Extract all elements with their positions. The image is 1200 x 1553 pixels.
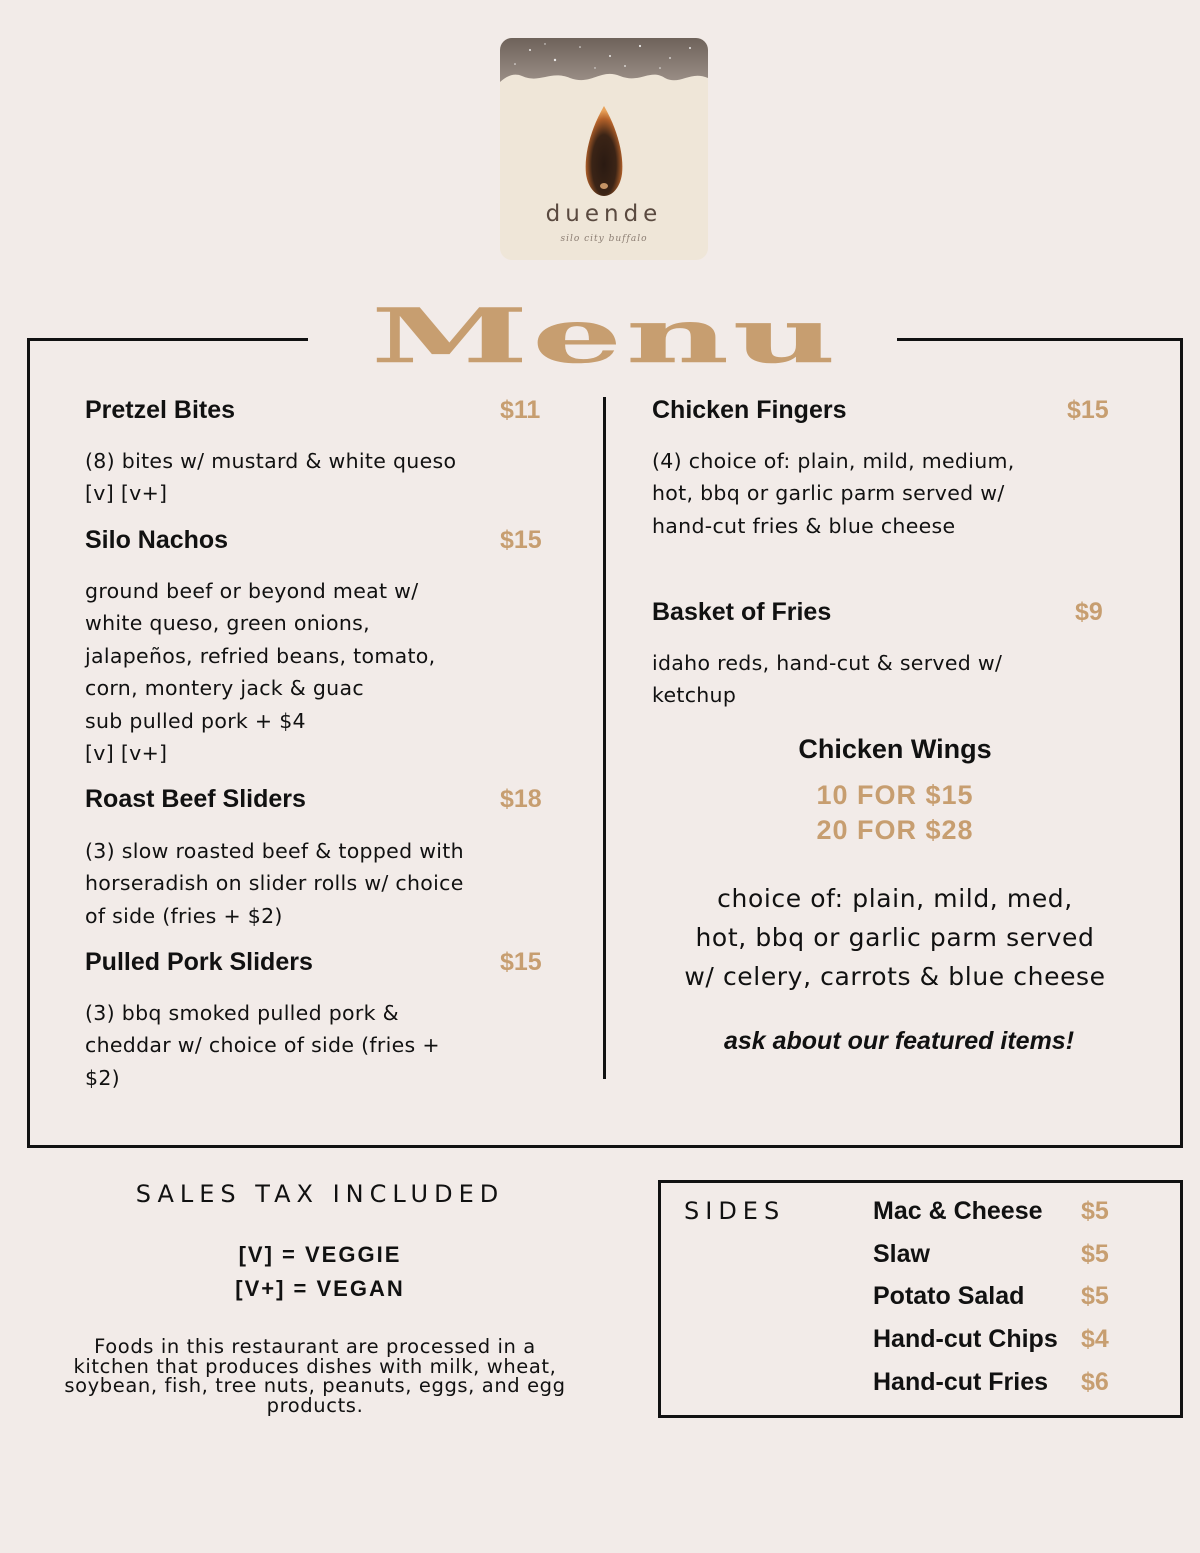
featured-items-note: ask about our featured items! — [723, 1027, 1075, 1055]
desc-line: [v] [v+] — [85, 741, 168, 766]
logo-subtitle: silo city buffalo — [560, 234, 648, 244]
item-desc-pretzel-bites — [85, 445, 456, 510]
wings-price-20: 20 FOR $28 — [816, 815, 974, 845]
side-price-mac-cheese: $5 — [1081, 1197, 1109, 1225]
side-name-potato-salad: Potato Salad — [873, 1282, 1025, 1310]
desc-line: $2) — [85, 1065, 120, 1090]
allergen-line: soybean, fish, tree nuts, peanuts, eggs, and egg — [64, 1374, 566, 1397]
side-name-hand-cut-fries: Hand-cut Fries — [873, 1368, 1049, 1396]
desc-line: ground beef or beyond meat w/ — [85, 579, 419, 603]
desc-line: white queso, green onions, — [85, 611, 370, 636]
item-desc-roast-beef-sliders — [85, 835, 464, 932]
desc-line: [v] [v+] — [85, 481, 168, 506]
legend-vegan: [V+] = VEGAN — [235, 1276, 405, 1301]
item-price-pretzel-bites: $11 — [500, 396, 541, 424]
item-price-pulled-pork-sliders: $15 — [500, 948, 542, 976]
allergen-line: kitchen that produces dishes with milk, wheat, — [73, 1354, 557, 1378]
desc-line: horseradish on slider rolls w/ choice — [85, 871, 464, 896]
desc-line: choice of: plain, mild, med, — [717, 884, 1073, 913]
item-name-pretzel-bites: Pretzel Bites — [85, 396, 236, 424]
item-price-basket-of-fries: $9 — [1075, 598, 1103, 626]
item-name-chicken-fingers: Chicken Fingers — [652, 396, 847, 424]
allergen-line: Foods in this restaurant are processed in a — [94, 1335, 536, 1358]
menu-title: Menu — [370, 291, 840, 381]
column-divider — [603, 397, 606, 1079]
frame-bottom — [27, 1145, 1183, 1148]
side-name-mac-cheese: Mac & Cheese — [873, 1197, 1043, 1225]
frame-top-right — [897, 338, 1183, 341]
item-desc-pulled-pork-sliders — [85, 997, 440, 1094]
wings-title: Chicken Wings — [798, 734, 992, 764]
item-name-silo-nachos: Silo Nachos — [85, 526, 229, 554]
legend-veggie: [V] = VEGGIE — [238, 1242, 402, 1267]
frame-right — [1180, 338, 1183, 1148]
desc-line: corn, montery jack & guac — [85, 676, 364, 701]
desc-line: sub pulled pork + $4 — [85, 708, 306, 733]
side-price-hand-cut-chips: $4 — [1081, 1325, 1109, 1353]
flame-icon — [586, 106, 623, 196]
logo-brand-text: duende — [545, 201, 663, 227]
frame-left — [27, 338, 30, 1148]
desc-line: hot, bbq or garlic parm served w/ — [652, 481, 1005, 506]
item-name-pulled-pork-sliders: Pulled Pork Sliders — [85, 948, 313, 976]
item-desc-basket-of-fries — [652, 647, 1002, 712]
sides-title: SIDES — [684, 1197, 786, 1225]
desc-line: jalapeños, refried beans, tomato, — [85, 643, 436, 668]
desc-line: (3) bbq smoked pulled pork & — [85, 1001, 399, 1025]
sales-tax-note: SALES TAX INCLUDED — [135, 1180, 505, 1208]
desc-line: (8) bites w/ mustard & white queso — [85, 449, 457, 473]
wings-price-10: 10 FOR $15 — [816, 780, 974, 810]
desc-line: idaho reds, hand-cut & served w/ — [652, 651, 1003, 675]
item-name-roast-beef-sliders: Roast Beef Sliders — [85, 785, 306, 813]
desc-line: (3) slow roasted beef & topped with — [85, 839, 464, 863]
item-desc-silo-nachos — [85, 575, 435, 769]
item-price-chicken-fingers: $15 — [1067, 396, 1109, 424]
desc-line: w/ celery, carrots & blue cheese — [684, 962, 1106, 991]
desc-line: hot, bbq or garlic parm served — [695, 923, 1095, 952]
side-name-hand-cut-chips: Hand-cut Chips — [873, 1325, 1058, 1353]
frame-top-left — [27, 338, 308, 341]
wings-desc — [640, 879, 1150, 996]
desc-line: of side (fries + $2) — [85, 903, 283, 928]
desc-line: (4) choice of: plain, mild, medium, — [652, 449, 1015, 473]
side-name-slaw: Slaw — [873, 1240, 930, 1268]
side-price-slaw: $5 — [1081, 1240, 1109, 1268]
desc-line: hand-cut fries & blue cheese — [652, 513, 956, 538]
restaurant-logo — [500, 38, 708, 260]
desc-line: ketchup — [652, 683, 737, 708]
side-price-potato-salad: $5 — [1081, 1282, 1109, 1310]
allergen-notice — [30, 1337, 600, 1415]
item-desc-chicken-fingers — [652, 445, 1015, 542]
desc-line: cheddar w/ choice of side (fries + — [85, 1033, 440, 1058]
item-price-silo-nachos: $15 — [500, 526, 542, 554]
item-price-roast-beef-sliders: $18 — [500, 785, 542, 813]
item-name-basket-of-fries: Basket of Fries — [652, 598, 832, 626]
allergen-line: products. — [266, 1393, 364, 1417]
side-price-hand-cut-fries: $6 — [1081, 1368, 1109, 1396]
